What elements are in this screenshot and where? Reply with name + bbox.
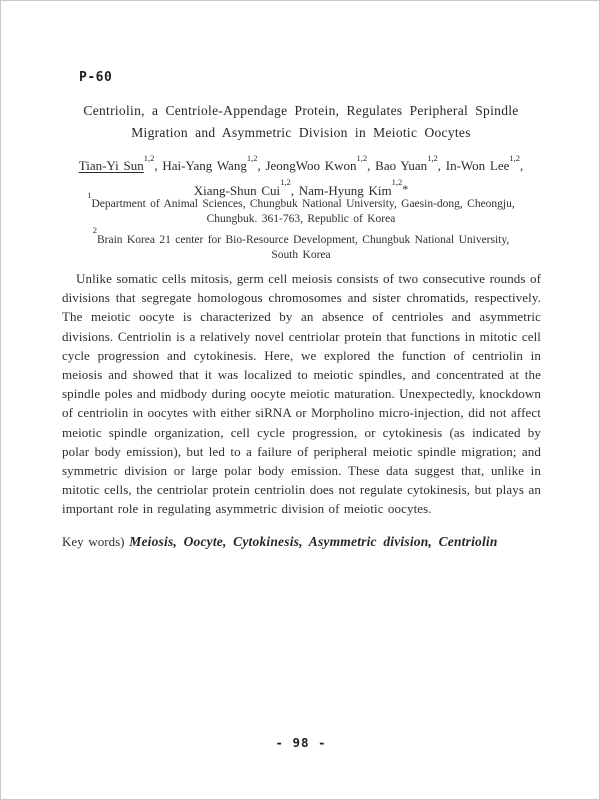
affiliation-2-line2: South Korea: [271, 249, 331, 262]
author-separator: ,: [519, 158, 524, 174]
keywords-value: Meiosis, Oocyte, Cytokinesis, Asymmetric division, Centriolin: [129, 534, 498, 549]
author-affiliation-superscript: 1,2: [391, 176, 403, 187]
paper-title-line2: Migration and Asymmetric Division in Meiotic Oocytes: [131, 125, 471, 140]
author-name: In-Won Lee: [445, 158, 510, 174]
author: [162, 152, 266, 174]
author-separator: ,: [367, 158, 376, 174]
author-separator: ,: [154, 158, 163, 174]
affiliation-number: 2: [92, 225, 97, 236]
author-name: Nam-Hyung Kim: [298, 182, 392, 198]
affiliation-2-line1: [41, 225, 561, 248]
affiliation-text: Department of Animal Sciences, Chungbuk National University, Gaesin-dong, Cheongju,: [91, 197, 515, 210]
author: [265, 152, 376, 174]
abstract-paragraph: Unlike somatic cells mitosis, germ cell meiosis consists of two consecutive rounds of divisions that segregate homologous chromosomes and sister chromatids, respectively. The meiotic oocyte is characterized by an absence of centrioles and asymmetric divisions. Centriolin is a relatively novel centriolar protein that functions in mitotic cell cycle progression and cytokinesis. Here, we explored the function of centriolin in meiosis and showed that it was localized to meiotic spindles, and concentrated at the spindle poles and midbody during oocyte meiotic maturation. Unexpectedly, knockdown of centriolin in oocytes with either siRNA or Morpholino micro-injection, did not affect meiotic spindle organization, cell cycle progression, or cytokinesis (as indicated by polar body emission), but led to a failure of peripheral meiotic spindle migration; and symmetric division or large polar body emission. These data suggest that, unlike in mitotic cells, the centriolar protein centriolin does not regulate cytokinesis, but plays an important role in regulating asymmetric division of meiotic oocytes.: [62, 271, 541, 517]
author-affiliation-superscript: 1,2: [427, 152, 438, 163]
paper-title: [41, 100, 561, 144]
author-name: JeongWoo Kwon: [265, 158, 357, 174]
author-affiliation-superscript: 1,2: [356, 152, 368, 163]
authors-line1: [41, 152, 561, 176]
affiliation-number: 1: [87, 189, 92, 200]
author-separator: ,: [257, 158, 266, 174]
author: [375, 152, 446, 174]
author-separator: ,: [437, 158, 446, 174]
paper-id-label: P-60: [79, 70, 113, 85]
page-number: - 98 -: [275, 735, 327, 750]
author-affiliation-superscript: 1,2: [143, 152, 155, 163]
author: [78, 152, 163, 174]
author-affiliation-superscript: 1,2: [246, 152, 258, 163]
author-name: Hai-Yang Wang: [162, 158, 247, 174]
keywords-line: [62, 534, 541, 550]
author-affiliation-superscript: 1,2: [509, 152, 520, 163]
author-separator: ,: [290, 182, 299, 198]
keywords-label: Key words): [62, 534, 125, 549]
author: [445, 152, 524, 174]
corresponding-author-asterisk: *: [402, 181, 409, 196]
author-name: Tian-Yi Sun: [78, 158, 144, 174]
affiliation-1-line2: Chungbuk. 361-763, Republic of Korea: [206, 213, 396, 226]
author-name: Xiang-Shun Cui: [193, 182, 281, 198]
paper-title-line1: Centriolin, a Centriole-Appendage Protein, Regulates Peripheral Spindle: [83, 103, 519, 118]
author-affiliation-superscript: 1,2: [280, 176, 291, 187]
author-name: Bao Yuan: [375, 158, 428, 174]
affiliation-text: Brain Korea 21 center for Bio-Resource Development, Chungbuk National University,: [96, 233, 510, 246]
